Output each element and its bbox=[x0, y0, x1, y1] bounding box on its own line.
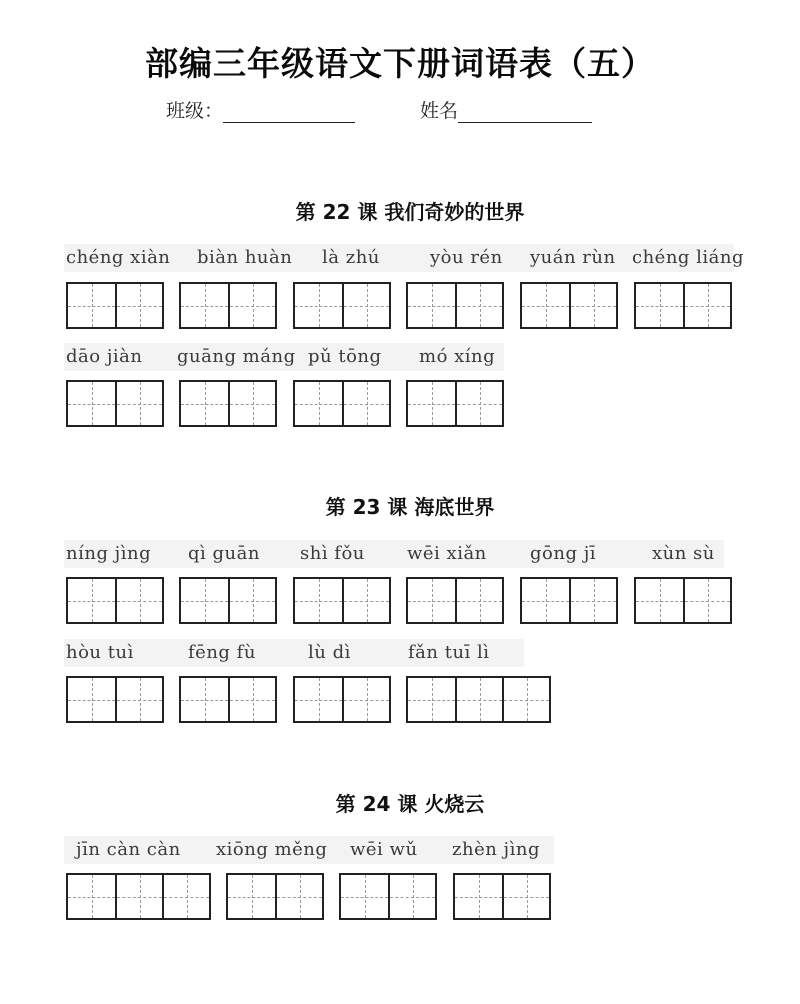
lesson-heading: 第 22 课 我们奇妙的世界 bbox=[295, 200, 525, 224]
writing-box-group[interactable] bbox=[293, 282, 391, 329]
class-field bbox=[166, 96, 355, 123]
pinyin-label: wēi wǔ bbox=[350, 839, 418, 860]
writing-cell[interactable] bbox=[636, 284, 683, 327]
writing-cell[interactable] bbox=[455, 678, 502, 721]
pinyin-label: zhèn jìng bbox=[452, 839, 540, 860]
pinyin-label: yuán rùn bbox=[530, 247, 616, 268]
writing-cell[interactable] bbox=[181, 678, 228, 721]
writing-cell[interactable] bbox=[181, 382, 228, 425]
writing-cell[interactable] bbox=[342, 382, 389, 425]
pinyin-label: yòu rén bbox=[430, 247, 503, 268]
writing-cell[interactable] bbox=[455, 875, 502, 918]
writing-cell[interactable] bbox=[408, 579, 455, 622]
pinyin-label: là zhú bbox=[322, 247, 380, 268]
pinyin-label: pǔ tōng bbox=[308, 346, 382, 367]
pinyin-label: qì guān bbox=[188, 543, 260, 564]
class-label: 班级： bbox=[166, 100, 224, 122]
writing-box-group[interactable] bbox=[520, 577, 618, 624]
writing-cell[interactable] bbox=[295, 382, 342, 425]
writing-cell[interactable] bbox=[115, 875, 162, 918]
writing-cell[interactable] bbox=[342, 284, 389, 327]
writing-cell[interactable] bbox=[295, 579, 342, 622]
writing-box-group[interactable] bbox=[339, 873, 437, 920]
writing-cell[interactable] bbox=[408, 678, 455, 721]
pinyin-label: níng jìng bbox=[66, 543, 152, 564]
writing-cell[interactable] bbox=[115, 382, 162, 425]
writing-box-group[interactable] bbox=[406, 577, 504, 624]
writing-cell[interactable] bbox=[569, 284, 616, 327]
writing-cell[interactable] bbox=[228, 579, 275, 622]
writing-cell[interactable] bbox=[636, 579, 683, 622]
lesson-heading: 第 23 课 海底世界 bbox=[325, 495, 495, 519]
writing-box-group[interactable] bbox=[66, 873, 211, 920]
pinyin-label: lù dì bbox=[308, 642, 351, 663]
writing-cell[interactable] bbox=[68, 579, 115, 622]
writing-cell[interactable] bbox=[388, 875, 435, 918]
writing-box-group[interactable] bbox=[453, 873, 551, 920]
pinyin-label: wēi xiǎn bbox=[407, 543, 487, 564]
pinyin-label: guāng máng bbox=[177, 346, 296, 367]
pinyin-label: shì fǒu bbox=[300, 543, 365, 564]
pinyin-label: fēng fù bbox=[188, 642, 256, 663]
writing-cell[interactable] bbox=[683, 579, 730, 622]
writing-box-group[interactable] bbox=[179, 676, 277, 723]
writing-box-group[interactable] bbox=[406, 282, 504, 329]
writing-box-group[interactable] bbox=[293, 676, 391, 723]
name-blank-line[interactable] bbox=[458, 102, 592, 123]
name-label: 姓名 bbox=[420, 100, 459, 122]
writing-cell[interactable] bbox=[162, 875, 209, 918]
writing-cell[interactable] bbox=[68, 678, 115, 721]
writing-cell[interactable] bbox=[408, 284, 455, 327]
writing-cell[interactable] bbox=[68, 875, 115, 918]
writing-cell[interactable] bbox=[181, 284, 228, 327]
worksheet-title: 部编三年级语文下册词语表（五） bbox=[145, 44, 655, 83]
writing-box-group[interactable] bbox=[634, 282, 732, 329]
writing-box-group[interactable] bbox=[226, 873, 324, 920]
writing-cell[interactable] bbox=[68, 284, 115, 327]
writing-cell[interactable] bbox=[683, 284, 730, 327]
writing-box-group[interactable] bbox=[406, 676, 551, 723]
writing-box-group[interactable] bbox=[179, 577, 277, 624]
lesson-heading: 第 24 课 火烧云 bbox=[335, 792, 485, 816]
writing-cell[interactable] bbox=[342, 678, 389, 721]
writing-cell[interactable] bbox=[115, 579, 162, 622]
writing-cell[interactable] bbox=[275, 875, 322, 918]
writing-box-group[interactable] bbox=[293, 380, 391, 427]
pinyin-label: hòu tuì bbox=[66, 642, 134, 663]
writing-box-group[interactable] bbox=[179, 380, 277, 427]
pinyin-label: dāo jiàn bbox=[66, 346, 143, 367]
writing-box-group[interactable] bbox=[66, 676, 164, 723]
pinyin-label: chéng xiàn bbox=[66, 247, 171, 268]
pinyin-label: fǎn tuī lì bbox=[408, 642, 490, 663]
writing-cell[interactable] bbox=[228, 875, 275, 918]
writing-cell[interactable] bbox=[455, 284, 502, 327]
pinyin-label: xùn sù bbox=[652, 543, 715, 564]
writing-cell[interactable] bbox=[115, 678, 162, 721]
writing-box-group[interactable] bbox=[66, 577, 164, 624]
writing-cell[interactable] bbox=[455, 382, 502, 425]
writing-cell[interactable] bbox=[502, 875, 549, 918]
pinyin-label: chéng liáng bbox=[632, 247, 745, 268]
writing-cell[interactable] bbox=[228, 678, 275, 721]
writing-cell[interactable] bbox=[522, 579, 569, 622]
writing-cell[interactable] bbox=[115, 284, 162, 327]
pinyin-band bbox=[64, 540, 724, 568]
writing-cell[interactable] bbox=[455, 579, 502, 622]
pinyin-label: jīn càn càn bbox=[76, 839, 181, 860]
writing-cell[interactable] bbox=[341, 875, 388, 918]
writing-cell[interactable] bbox=[228, 284, 275, 327]
writing-cell[interactable] bbox=[522, 284, 569, 327]
pinyin-label: biàn huàn bbox=[197, 247, 293, 268]
pinyin-label: xiōng měng bbox=[216, 839, 328, 860]
writing-box-group[interactable] bbox=[520, 282, 618, 329]
writing-cell[interactable] bbox=[295, 678, 342, 721]
writing-cell[interactable] bbox=[342, 579, 389, 622]
writing-cell[interactable] bbox=[228, 382, 275, 425]
writing-box-group[interactable] bbox=[66, 282, 164, 329]
pinyin-label: mó xíng bbox=[419, 346, 496, 367]
writing-cell[interactable] bbox=[181, 579, 228, 622]
writing-box-group[interactable] bbox=[406, 380, 504, 427]
writing-cell[interactable] bbox=[408, 382, 455, 425]
pinyin-label: gōng jī bbox=[530, 543, 597, 564]
writing-cell[interactable] bbox=[68, 382, 115, 425]
writing-box-group[interactable] bbox=[179, 282, 277, 329]
writing-cell[interactable] bbox=[502, 678, 549, 721]
writing-cell[interactable] bbox=[569, 579, 616, 622]
writing-box-group[interactable] bbox=[634, 577, 732, 624]
name-field bbox=[420, 96, 592, 123]
writing-box-group[interactable] bbox=[293, 577, 391, 624]
writing-cell[interactable] bbox=[295, 284, 342, 327]
writing-box-group[interactable] bbox=[66, 380, 164, 427]
class-blank-line[interactable] bbox=[223, 102, 355, 123]
